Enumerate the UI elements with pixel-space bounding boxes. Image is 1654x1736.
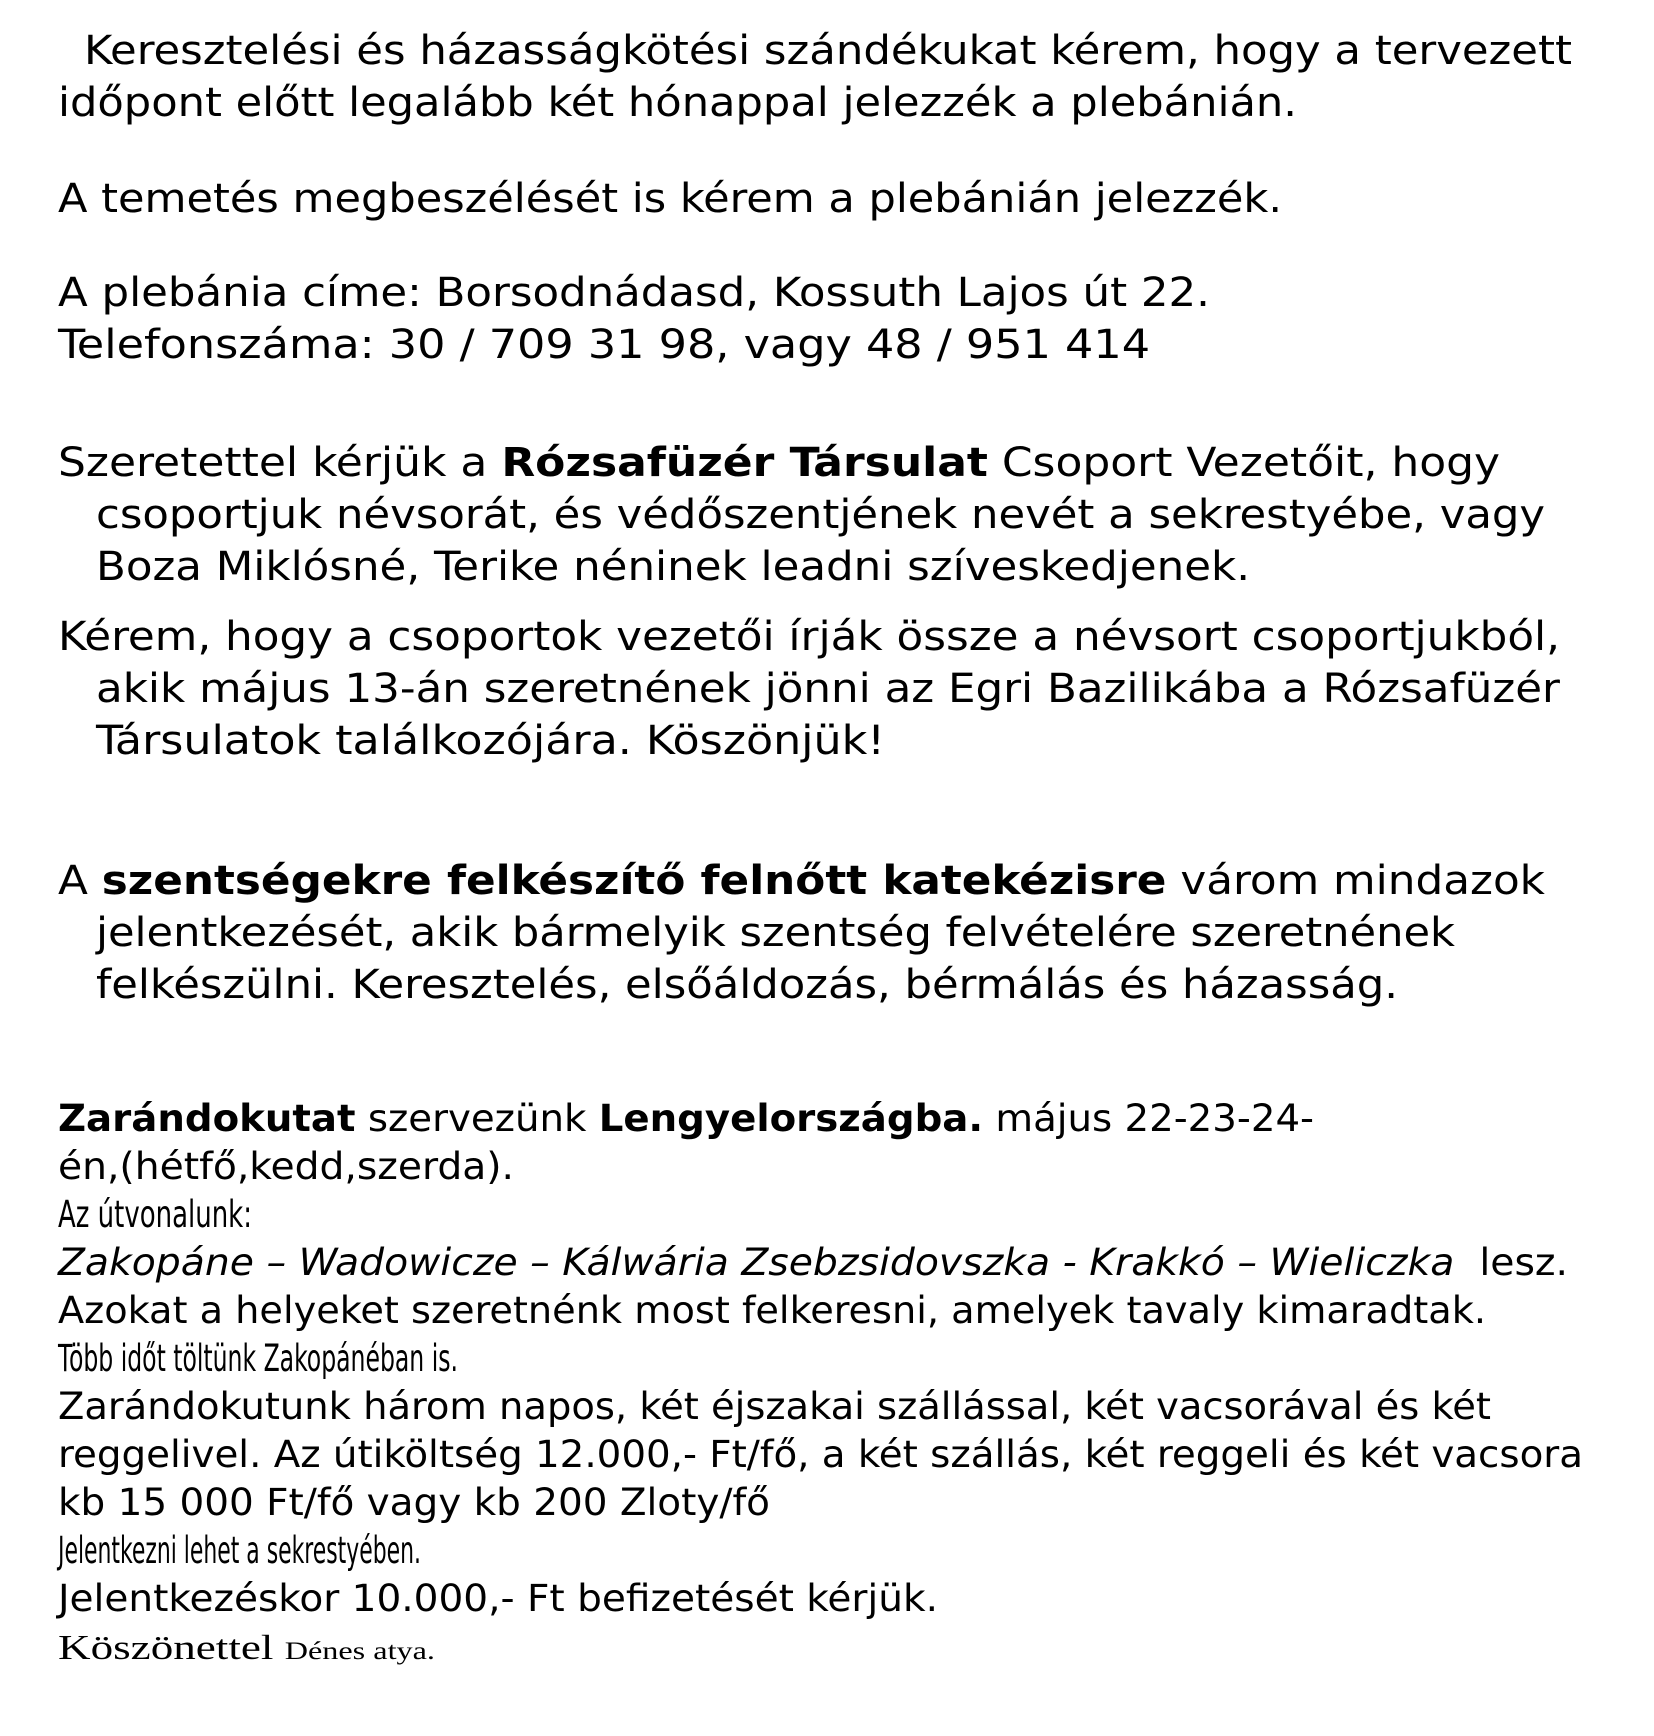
rosary-line-1-pre: Szeretettel kérjük a [58,440,502,486]
catechesis-line-3: felkészülni. Keresztelés, elsőáldozás, bérmálás és házasság. [96,962,1399,1008]
catechesis-line-1-pre: A [58,858,102,904]
signature [58,1628,435,1672]
pilgrimage-line-9: kb 15 000 Ft/fő vagy kb 200 Zloty/fő [58,1481,770,1524]
rosary-line-1-post: Csoport Vezetőit, hogy [987,440,1501,486]
pilgrimage-line-7: Zarándokutunk három napos, két éjszakai szállással, két vacsorával és két [58,1385,1491,1428]
catechesis-line-1 [58,858,1545,904]
pilgrimage-line-10: Jelentkezni lehet a sekrestyében. [58,1529,421,1572]
baptism-line-1: Keresztelési és házasságkötési szándékukat kérem, hogy a tervezett [84,28,1572,74]
baptism-line-2: időpont előtt legalább két hónappal jelezzék a plebánián. [58,80,1297,126]
pilgrimage-destination: Lengyelországba. [598,1097,984,1140]
catechesis-topic: szentségekre felkészítő felnőtt katekézisre [101,858,1167,904]
signature-name: Dénes atya. [284,1638,435,1665]
rosary-line-3: Boza Miklósné, Terike néninek leadni szíveskedjenek. [96,544,1251,590]
pilgrimage-line-2: én,(hétfő,kedd,szerda). [58,1145,515,1188]
rosary-line-6: Társulatok találkozójára. Köszönjük! [96,718,886,764]
pilgrimage-line-11: Jelentkezéskor 10.000,- Ft befizetését kérjük. [58,1577,938,1620]
pilgrimage-line-6: Több időt töltünk Zakopánéban is. [58,1337,458,1380]
parish-phone: Telefonszáma: 30 / 709 31 98, vagy 48 / 951 414 [58,322,1151,368]
parish-address: A plebánia címe: Borsodnádasd, Kossuth Lajos út 22. [58,270,1210,316]
rosary-line-2: csoportjuk névsorát, és védőszentjének nevét a sekrestyébe, vagy [96,492,1546,538]
pilgrimage-route [58,1242,1568,1284]
pilgrimage-dates: május 22-23-24- [983,1097,1315,1140]
rosary-line-5: akik május 13-án szeretnének jönni az Egri Bazilikába a Rózsafüzér [96,666,1560,712]
rosary-line-4: Kérem, hogy a csoportok vezetői írják össze a névsort csoportjukból, [58,614,1561,660]
catechesis-line-2: jelentkezését, akik bármelyik szentség felvételére szeretnének [96,910,1456,956]
catechesis-line-1-post: várom mindazok [1166,858,1546,904]
rosary-society-name: Rózsafüzér Társulat [501,440,988,486]
pilgrimage-line-8: reggelivel. Az útiköltség 12.000,- Ft/fő, a két szállás, két reggeli és két vacsora [58,1433,1583,1476]
signature-thanks: Köszönettel [58,1628,274,1667]
pilgrimage-line-1-mid: szervezünk [355,1097,599,1140]
pilgrimage-label: Zarándokutat [58,1097,356,1140]
pilgrimage-line-1 [58,1098,1314,1140]
rosary-line-1 [58,440,1500,486]
pilgrimage-line-5: Azokat a helyeket szeretnénk most felkeresni, amelyek tavaly kimaradtak. [58,1289,1486,1332]
pilgrimage-line-3: Az útvonalunk: [58,1193,252,1236]
funeral-line: A temetés megbeszélését is kérem a plebánián jelezzék. [58,176,1283,222]
pilgrimage-route-stops: Zakopáne – Wadowicze – Kálwária Zsebzsidovszka - Krakkó – Wieliczka [58,1241,1455,1284]
pilgrimage-route-post: lesz. [1454,1241,1569,1284]
